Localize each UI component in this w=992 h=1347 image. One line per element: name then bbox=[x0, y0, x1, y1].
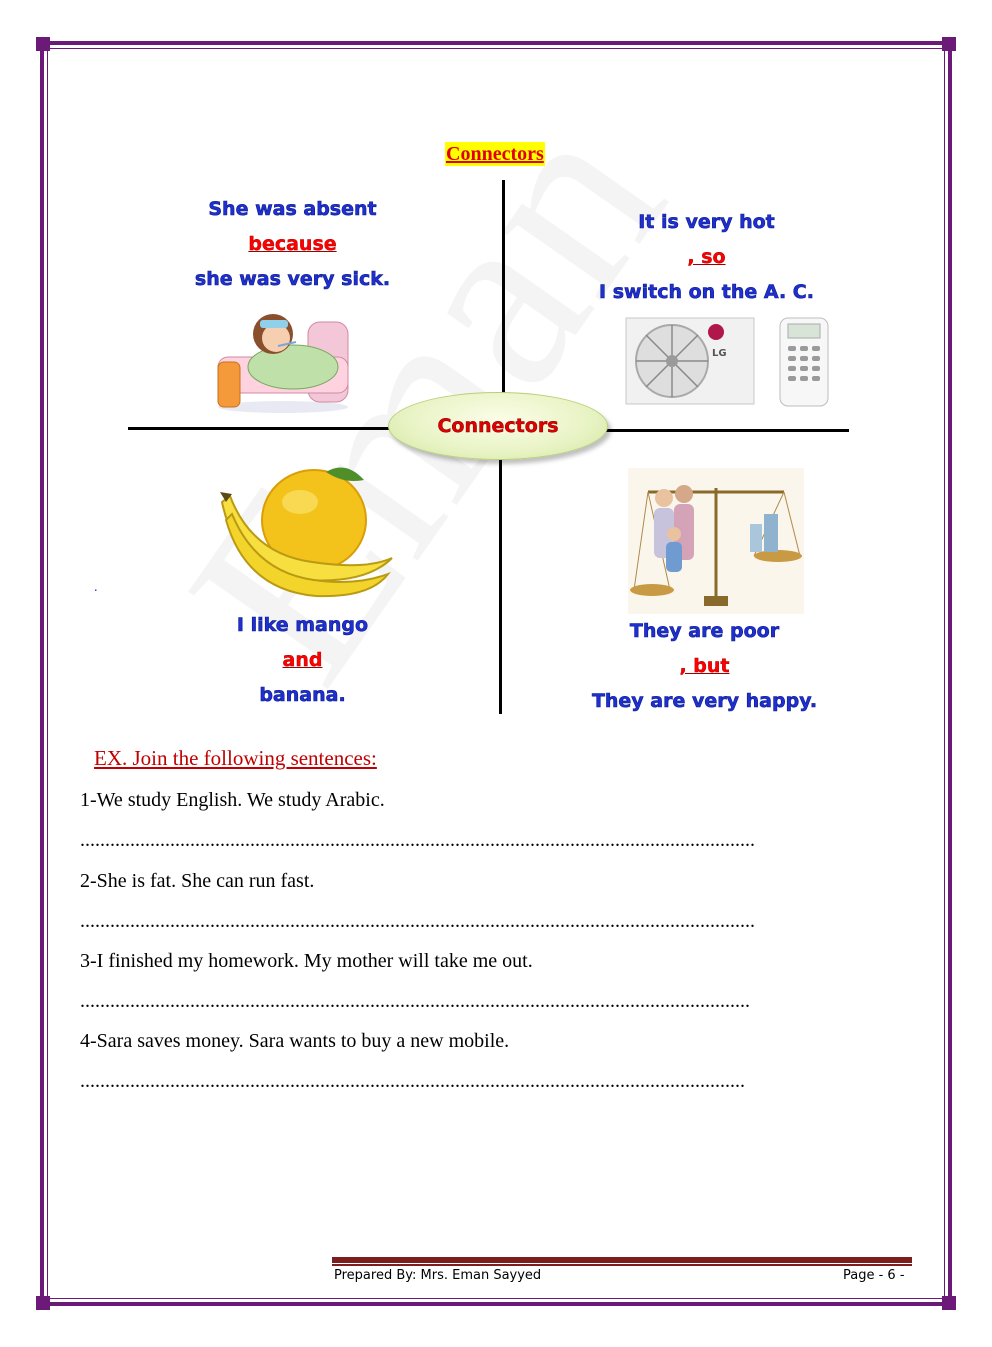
quadrant-bottom-right bbox=[572, 614, 837, 719]
connector-word: because bbox=[248, 233, 337, 255]
quadrant-top-left bbox=[160, 192, 425, 297]
stray-mark: . bbox=[94, 580, 98, 595]
exercise-question-4: 4-Sara saves money. Sara wants to buy a new mobile. bbox=[80, 1030, 510, 1052]
exercise-question-1: 1-We study English. We study Arabic. bbox=[80, 789, 385, 811]
answer-line-3[interactable]: ...................................................................................................................................... bbox=[80, 990, 750, 1012]
border-corner bbox=[36, 1296, 50, 1310]
brand-logo: LG bbox=[712, 348, 727, 359]
footer-prepared-by: Prepared By: Mrs. Eman Sayyed bbox=[334, 1268, 542, 1283]
divider-vertical-top bbox=[502, 180, 505, 408]
sentence-part-2: I switch on the A. C. bbox=[599, 281, 814, 303]
divider-horizontal-left bbox=[128, 427, 390, 430]
divider-vertical-bottom bbox=[499, 448, 502, 714]
divider-horizontal-right bbox=[604, 429, 849, 432]
answer-line-4[interactable]: ..................................................................................................................................... bbox=[80, 1070, 745, 1092]
exercise-question-2: 2-She is fat. She can run fast. bbox=[80, 870, 315, 892]
connector-word: , but bbox=[679, 655, 730, 677]
border-corner bbox=[942, 37, 956, 51]
mango-banana-icon bbox=[216, 462, 396, 600]
page-title: Connectors bbox=[446, 143, 544, 165]
center-label: Connectors bbox=[437, 415, 559, 437]
exercise-question-3: 3-I finished my homework. My mother will take me out. bbox=[80, 950, 533, 972]
center-ellipse bbox=[388, 392, 608, 460]
sentence-part-2: banana. bbox=[259, 684, 346, 706]
sentence-part-1: She was absent bbox=[208, 198, 377, 220]
footer-bar bbox=[332, 1257, 912, 1263]
sentence-part-1: They are poor bbox=[629, 620, 780, 642]
sentence-part-1: It is very hot bbox=[638, 211, 775, 233]
quadrant-bottom-left bbox=[170, 608, 435, 713]
air-conditioner-icon bbox=[624, 314, 832, 410]
connector-word: and bbox=[282, 649, 323, 671]
answer-line-1[interactable]: ....................................................................................................................................... bbox=[80, 829, 755, 851]
sentence-part-2: They are very happy. bbox=[591, 690, 818, 712]
quadrant-top-right bbox=[574, 205, 839, 310]
answer-line-2[interactable]: ....................................................................................................................................... bbox=[80, 910, 755, 932]
connector-word: , so bbox=[687, 246, 726, 268]
family-scale-icon bbox=[628, 468, 804, 614]
sentence-part-2: she was very sick. bbox=[194, 268, 391, 290]
footer-bar-thin bbox=[332, 1264, 912, 1266]
sentence-part-1: I like mango bbox=[236, 614, 369, 636]
footer-page-number: Page - 6 - bbox=[843, 1268, 905, 1283]
exercise-title: EX. Join the following sentences: bbox=[94, 746, 377, 770]
sick-girl-icon bbox=[208, 302, 358, 414]
border-corner bbox=[36, 37, 50, 51]
border-corner bbox=[942, 1296, 956, 1310]
